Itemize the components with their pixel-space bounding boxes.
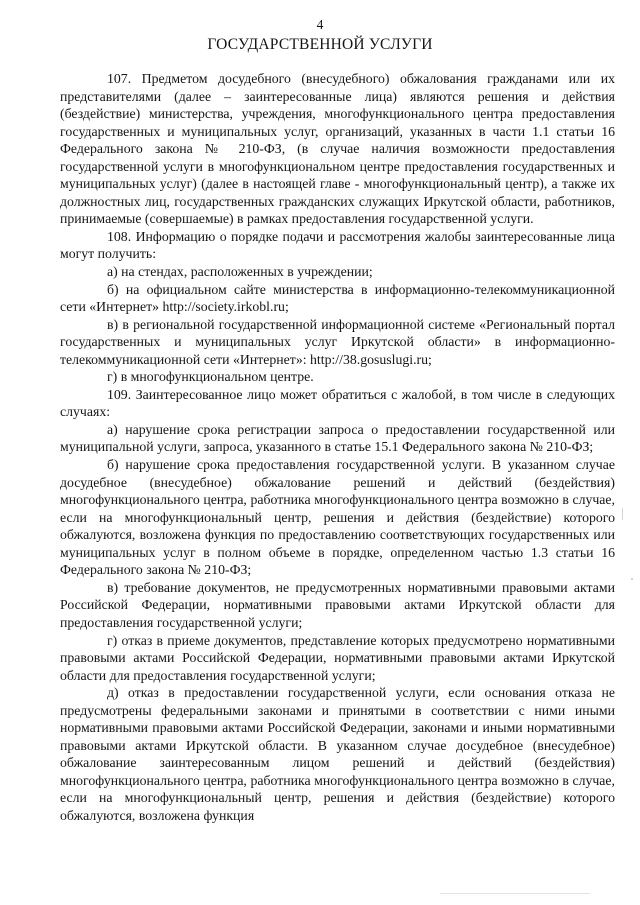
document-body — [60, 70, 615, 825]
paragraph-109-g: г) отказ в приеме документов, представление которых предусмотрено нормативными правовыми актами Российской Федерации, нормативными правовыми актами Иркутской области для предоставления государственной услуги; — [60, 632, 615, 683]
paragraph-109-b: б) нарушение срока предоставления государственной услуги. В указанном случае досудебное (внесудебное) обжалование решений и действий (бездействия) многофункционального центра, работника многофункционального центра возможно в случае, если на многофункциональный центр, решения и действия (бездействие) которого обжалуются, возложена функция по предоставлению соответствующих государственных или муниципальных услуг в полном объеме в порядке, определенном частью 1.3 статьи 16 Федерального закона № 210-ФЗ; — [60, 457, 615, 578]
paragraph-108: 108. Информацию о порядке подачи и рассмотрения жалобы заинтересованные лица могут получить: — [60, 228, 615, 262]
paragraph-108-a: а) на стендах, расположенных в учреждении; — [107, 264, 373, 280]
paragraph-109-a: а) нарушение срока регистрации запроса о предоставлении государственной или муниципальной услуги, запроса, указанного в статье 15.1 Федерального закона № 210-ФЗ; — [60, 421, 615, 455]
page-number: 4 — [316, 17, 324, 32]
scan-mark — [631, 578, 633, 580]
paragraph-109: 109. Заинтересованное лицо может обратиться с жалобой, в том числе в следующих случаях: — [60, 386, 615, 420]
paragraph-109-v: в) требование документов, не предусмотренных нормативными правовыми актами Российской Федерации, нормативными правовыми актами Иркутской области для предоставления государственной услуги; — [60, 579, 615, 630]
paragraph-108-b: б) на официальном сайте министерства в информационно-телекоммуникационной сети «Интернет» http://society.irkobl.ru; — [60, 281, 615, 315]
paragraph-108-g: г) в многофункциональном центре. — [107, 369, 314, 385]
scan-smudge — [440, 893, 590, 894]
paragraph-109-d: д) отказ в предоставлении государственной услуги, если основания отказа не предусмотрены федеральными законами и принятыми в соответствии с ними иными нормативными правовыми актами Российской Федерации, законами и иными нормативными правовыми актами Иркутской области. В указанном случае досудебное (внесудебное) обжалование заинтересованным лицом решений и действий (бездействия) многофункционального центра, работника многофункционального центра возможно в случае, если на многофункциональный центр, решения и действия (бездействие) которого обжалуются, возложена функция — [60, 685, 615, 823]
paragraph-107: 107. Предметом досудебного (внесудебного) обжалования гражданами или их представителями (далее – заинтересованные лица) являются решения и действия (бездействие) министерства, учреждения, многофункционального центра предоставления государственных и муниципальных услуг, организаций, указанных в части 1.1 статьи 16 Федерального закона № 210-ФЗ, (в случае наличия возможности предоставления государственной услуги в многофункциональном центре предоставления государственных и муниципальных услуг) (далее в настоящей главе - многофункциональный центр), а также их должностных лиц, государственных гражданских служащих Иркутской области, работников, принимаемые (совершаемые) в рамках предоставления государственной услуги. — [60, 71, 615, 227]
scan-mark — [622, 508, 623, 520]
paragraph-108-v: в) в региональной государственной информационной системе «Региональный портал государственных и муниципальных услуг Иркутской области» в информационно-телекоммуникационной сети «Интернет»: http://38.gosuslugi.ru; — [60, 316, 615, 367]
page-heading: ГОСУДАРСТВЕННОЙ УСЛУГИ — [207, 36, 433, 53]
